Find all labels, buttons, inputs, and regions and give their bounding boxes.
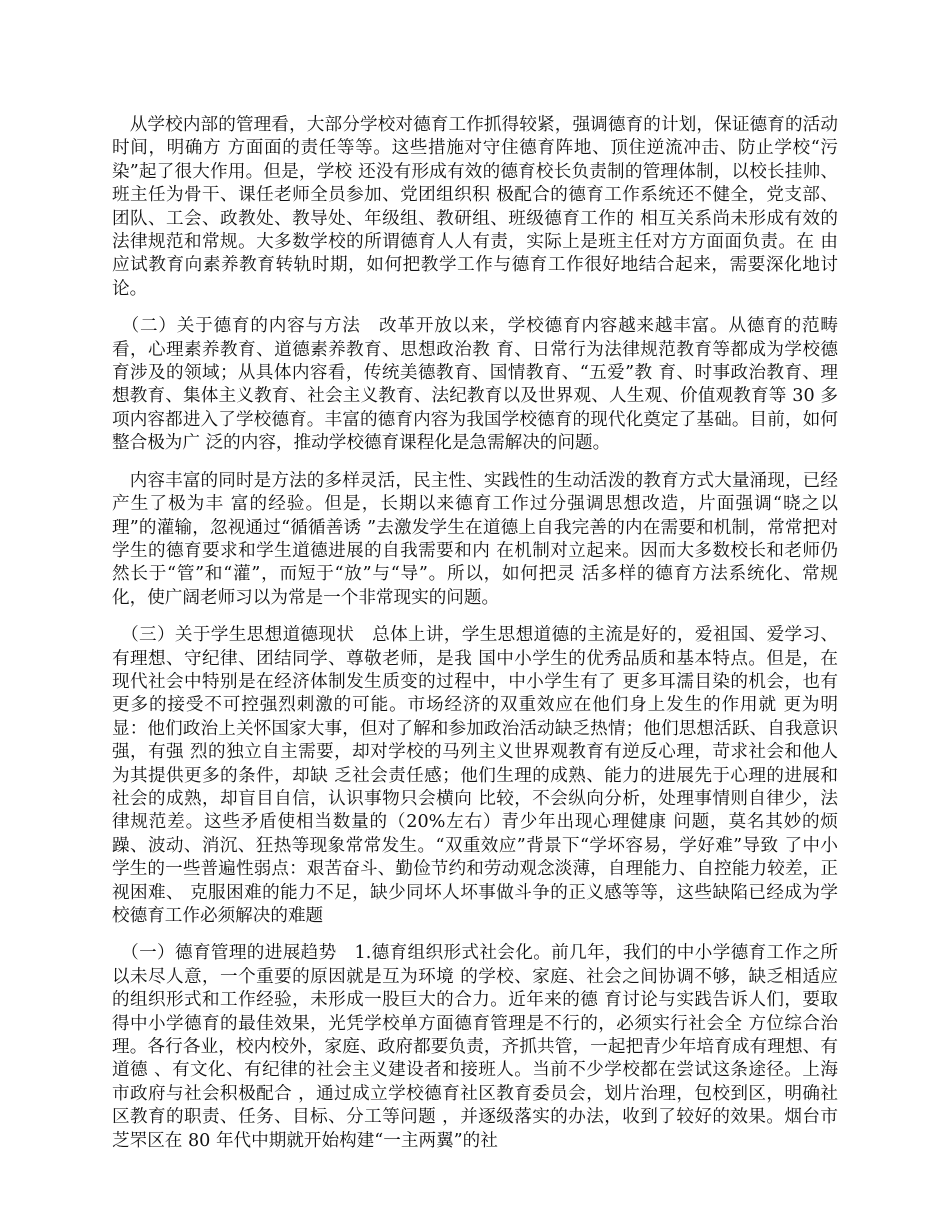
paragraph-student-moral-status: （三）关于学生思想道德现状 总体上讲，学生思想道德的主流是好的，爱祖国、爱学习、有理想、守纪律、团结同学、尊敬老师，是我 国中小学生的优秀品质和基本特点。但是，在现代社会中特别是在经济体制发生质变的过程中，中小学生有了 更多耳濡目染的机会，也有更多的接受不可控强烈刺激的可能。市场经济的双重效应在他们身上发生的作用就 更为明显：他们政治上关怀国家大事，但对了解和参加政治活动缺乏热情；他们思想活跃、自我意识强，有强 烈的独立自主需要，却对学校的马列主义世界观教育有逆反心理，苛求社会和他人为其提供更多的条件，却缺 乏社会责任感；他们生理的成熟、能力的进展先于心理的进展和社会的成熟，却盲目自信，认识事物只会横向 比较，不会纵向分析，处理事情则自律少，法律规范差。这些矛盾使相当数量的（20%左右）青少年出现心理健康 问题，莫名其妙的烦躁、波动、消沉、狂热等现象常常发生。“双重效应”背景下“学坏容易，学好难”导致 了中小学生的一些普遍性弱点：艰苦奋斗、勤俭节约和劳动观念淡薄，自理能力、自控能力较差，正视困难、 克服困难的能力不足，缺少同坏人坏事做斗争的正义感等等，这些缺陷已经成为学校德育工作必须解决的难题 — [112, 625, 838, 926]
paragraph-school-management: 从学校内部的管理看，大部分学校对德育工作抓得较紧，强调德育的计划，保证德育的活动时间，明确方 方面面的责任等等。这些措施对守住德育阵地、顶住逆流冲击、防止学校“污染”起了很大作用。但是，学校 还没有形成有效的德育校长负责制的管理体制，以校长挂帅、班主任为骨干、课任老师全员参加、党团组织积 极配合的德育工作系统还不健全，党支部、团队、工会、政教处、教导处、年级组、教研组、班级德育工作的 相互关系尚未形成有效的法律规范和常规。大多数学校的所谓德育人人有责，实际上是班主任对方方面面负责。在 由应试教育向素养教育转轨时期，如何把教学工作与德育工作很好地结合起来，需要深化地讨论。 — [112, 115, 838, 299]
paragraph-diverse-methods: 内容丰富的同时是方法的多样灵活，民主性、实践性的生动活泼的教育方式大量涌现，已经产生了极为丰 富的经验。但是，长期以来德育工作过分强调思想改造，片面强调“晓之以理”的灌输，忽视通过“循循善诱 ”去激发学生在道德上自我完善的内在需要和机制，常常把对学生的德育要求和学生道德进展的自我需要和内 在机制对立起来。因而大多数校长和老师仍然长于“管”和“灌”，而短于“放”与“导”。所以，如何把灵 活多样的德育方法系统化、常规化，使广阔老师习以为常是一个非常现实的问题。 — [112, 470, 838, 608]
document-body — [112, 114, 838, 1167]
paragraph-moral-education-content-methods: （二）关于德育的内容与方法 改革开放以来，学校德育内容越来越丰富。从德育的范畴看，心理素养教育、道德素养教育、思想政治教 育、日常行为法律规范教育等都成为学校德育涉及的领域；从具体内容看，传统美德教育、国情教育、“五爱”教 育、时事政治教育、理想教育、集体主义教育、社会主义教育、法纪教育以及世界观、人生观、价值观教育等 30 多项内容都进入了学校德育。丰富的德育内容为我国学校德育的现代化奠定了基础。目前，如何整合极为广 泛的内容，推动学校德育课程化是急需解决的问题。 — [112, 316, 838, 454]
paragraph-management-trends: （一）德育管理的进展趋势 1.德育组织形式社会化。前几年，我们的中小学德育工作之所以未尽人意，一个重要的原因就是互为环境 的学校、家庭、社会之间协调不够，缺乏相适应的组织形式和工作经验，未形成一股巨大的合力。近年来的德 育讨论与实践告诉人们，要取得中小学德育的最佳效果，光凭学校单方面德育管理是不行的，必须实行社会全 方位综合治理。各行各业，校内校外，家庭、政府都要负责，齐抓共管，一起把青少年培育成有理想、有道德 、有文化、有纪律的社会主义建设者和接班人。当前不少学校都在尝试这条途径。上海市政府与社会积极配合 ，通过成立学校德育社区教育委员会，划片治理，包校到区，明确社区教育的职责、任务、目标、分工等问题 ，并逐级落实的办法，收到了较好的效果。烟台市芝罘区在 80 年代中期就开始构建“一主两翼”的社 — [112, 943, 838, 1151]
